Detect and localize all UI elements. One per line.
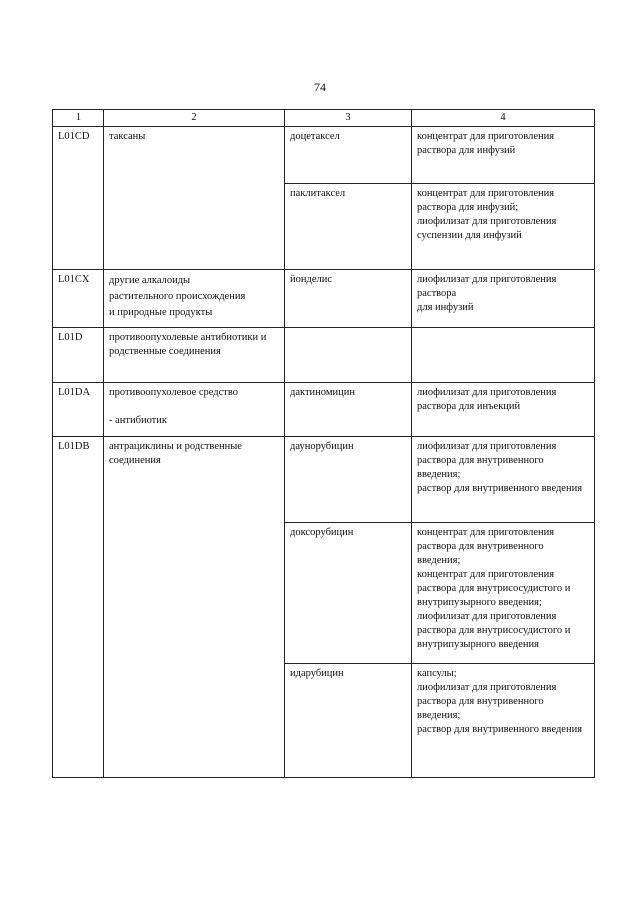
dosage-form: лиофилизат для приготовления раствора для внутривенного введения; раствор для внутривенного введения [412, 437, 595, 523]
dosage-form: концентрат для приготовления раствора для инфузий [412, 127, 595, 184]
atc-group [104, 383, 285, 437]
atc-group: антрациклины и родственные соединения [104, 437, 285, 778]
column-header-2: 2 [104, 110, 285, 127]
table-header-row [53, 110, 595, 127]
atc-group-line: и природные продукты [109, 307, 213, 318]
atc-group [104, 270, 285, 328]
drug-name: даунорубицин [285, 437, 412, 523]
atc-group-line: противоопухолевое средство [109, 387, 239, 398]
table-row [53, 437, 595, 523]
drug-name: доцетаксел [285, 127, 412, 184]
drug-name: дактиномицин [285, 383, 412, 437]
dosage-form: капсулы; лиофилизат для приготовления раствора для внутривенного введения; раствор для внутривенного введения [412, 664, 595, 778]
atc-code: L01DB [53, 437, 104, 778]
column-header-3: 3 [285, 110, 412, 127]
dosage-form: лиофилизат для приготовления раствора для инъекций [412, 383, 595, 437]
atc-group: противоопухолевые антибиотики и родственные соединения [104, 328, 285, 383]
drug-name: доксорубицин [285, 523, 412, 664]
drug-table [52, 109, 595, 778]
dosage-form: концентрат для приготовления раствора для инфузий; лиофилизат для приготовления суспензии для инфузий [412, 184, 595, 270]
drug-name: паклитаксел [285, 184, 412, 270]
column-header-1: 1 [53, 110, 104, 127]
dosage-form: лиофилизат для приготовления раствора для инфузий [412, 270, 595, 328]
drug-name [285, 328, 412, 383]
table-row [53, 383, 595, 437]
table-row [53, 127, 595, 184]
table-row [53, 328, 595, 383]
atc-group: таксаны [104, 127, 285, 270]
drug-name: йонделис [285, 270, 412, 328]
atc-group-line: растительного происхождения [109, 291, 246, 302]
page-number: 74 [314, 80, 326, 94]
atc-group-line: - антибиотик [109, 415, 167, 426]
column-header-4: 4 [412, 110, 595, 127]
atc-code: L01CX [53, 270, 104, 328]
drug-name: идарубицин [285, 664, 412, 778]
table-row [53, 270, 595, 328]
dosage-form [412, 328, 595, 383]
atc-group-line: другие алкалоиды [109, 275, 191, 286]
atc-code: L01D [53, 328, 104, 383]
atc-code: L01DA [53, 383, 104, 437]
atc-code: L01CD [53, 127, 104, 270]
dosage-form: концентрат для приготовления раствора для внутривенного введения; концентрат для приготовления раствора для внутрисосудистого и внутрипузырного введения; лиофилизат для приготовления раствора для внутрисосудистого и внутрипузырного введения [412, 523, 595, 664]
